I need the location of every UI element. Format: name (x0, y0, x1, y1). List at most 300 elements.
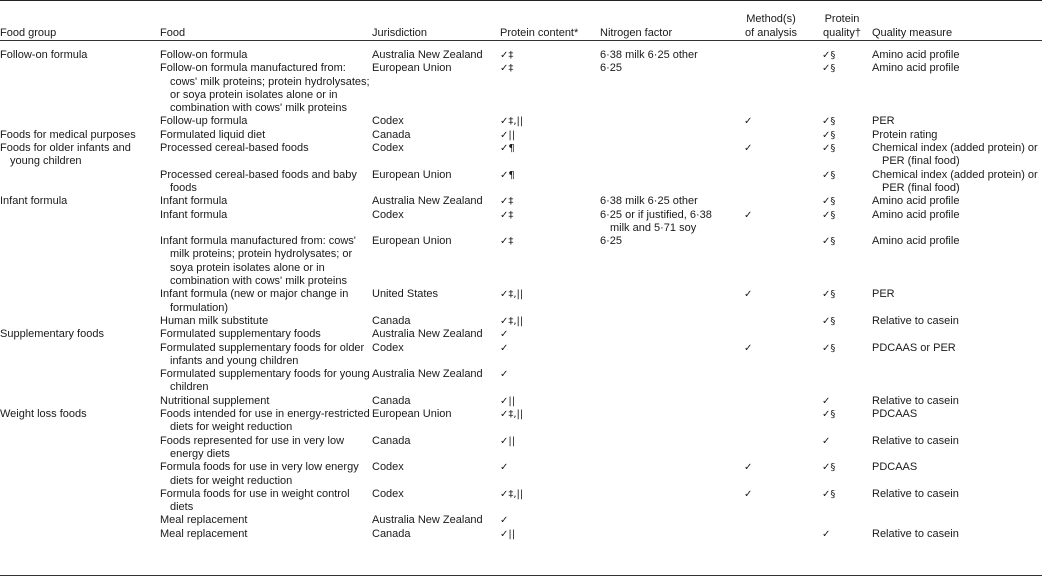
cell-jurisdiction-text: Canada (372, 394, 411, 407)
table-row (0, 209, 1042, 236)
table-row (0, 368, 1042, 395)
cell-food (160, 315, 372, 328)
header-row (0, 4, 1042, 43)
cell-protein-content-text: ✓¶ (500, 169, 515, 181)
cell-food-group (0, 528, 160, 541)
cell-food-text: Foods intended for use in energy-restricted diets for weight reduction (160, 408, 370, 434)
cell-method (730, 288, 812, 315)
cell-protein-content (500, 43, 600, 62)
cell-jurisdiction-text: Codex (372, 142, 404, 155)
cell-method-text (730, 236, 744, 247)
cell-food-group (0, 461, 160, 488)
cell-method (730, 408, 812, 435)
cell-nitrogen-factor (600, 43, 730, 62)
cell-protein-quality-text: ✓§ (822, 196, 836, 208)
cell-protein-quality (812, 288, 872, 315)
cell-jurisdiction (372, 342, 500, 369)
cell-quality-measure-text: Relative to casein (872, 394, 959, 407)
table-row (0, 115, 1042, 128)
cell-protein-quality-text: ✓§ (822, 63, 836, 75)
cell-method-text: ✓ (744, 116, 753, 128)
cell-food-text: Processed cereal-based foods (160, 142, 309, 155)
cell-jurisdiction-text: Australia New Zealand (372, 368, 483, 381)
cell-quality-measure-text: Relative to casein (872, 314, 959, 327)
cell-method (730, 488, 812, 515)
cell-protein-quality-text: ✓§ (822, 409, 836, 421)
cell-protein-quality (812, 435, 872, 462)
header-food: Food (160, 26, 186, 39)
cell-food-text: Formulated supplementary foods for young children (160, 368, 370, 394)
cell-jurisdiction-text: Codex (372, 461, 404, 474)
cell-jurisdiction-text: Codex (372, 115, 404, 128)
cell-protein-content-text: ✓ (500, 369, 509, 381)
cell-protein-quality-text: ✓§ (822, 129, 836, 141)
cell-quality-measure-text: Chemical index (added protein) or PER (final food) (872, 168, 1038, 194)
cell-jurisdiction (372, 461, 500, 488)
cell-food-group (0, 435, 160, 462)
cell-protein-quality (812, 315, 872, 328)
cell-jurisdiction (372, 142, 500, 169)
cell-method-text (730, 329, 744, 340)
cell-method (730, 528, 812, 541)
cell-food-group-text: Follow-on formula (0, 49, 88, 61)
cell-quality-measure (872, 169, 1042, 196)
cell-food-text: Follow-up formula (160, 115, 248, 128)
cell-quality-measure (872, 488, 1042, 515)
cell-protein-content (500, 408, 600, 435)
cell-method (730, 342, 812, 369)
table-row (0, 328, 1042, 341)
cell-jurisdiction (372, 328, 500, 341)
cell-food-text: Formulated supplementary foods for older infants and young children (160, 341, 365, 367)
cell-food (160, 169, 372, 196)
cell-protein-quality (812, 62, 872, 115)
cell-nitrogen-factor (600, 328, 730, 341)
cell-method (730, 209, 812, 236)
cell-protein-content-text: ✓ (500, 329, 509, 341)
cell-protein-quality-text: ✓§ (822, 236, 836, 248)
cell-food-text: Processed cereal-based foods and baby foods (160, 168, 357, 194)
cell-quality-measure-text: PER (872, 115, 895, 128)
cell-food (160, 368, 372, 395)
cell-protein-quality (812, 342, 872, 369)
cell-quality-measure (872, 115, 1042, 128)
cell-nitrogen-factor (600, 209, 730, 236)
cell-nitrogen-factor (600, 408, 730, 435)
cell-nitrogen-factor (600, 142, 730, 169)
header-method-line1: Method(s) (746, 13, 796, 26)
table-top-rule (0, 0, 1042, 1)
cell-nitrogen-factor (600, 169, 730, 196)
cell-food-group (0, 129, 160, 142)
cell-nitrogen-factor (600, 129, 730, 142)
cell-food-group (0, 43, 160, 62)
cell-protein-quality (812, 209, 872, 236)
cell-protein-quality (812, 328, 872, 341)
cell-food-group (0, 408, 160, 435)
cell-protein-quality-text: ✓§ (822, 289, 836, 301)
cell-quality-measure-text: Amino acid profile (872, 195, 960, 208)
table-row (0, 514, 1042, 527)
cell-method (730, 142, 812, 169)
cell-protein-quality-text: ✓§ (822, 209, 836, 221)
cell-protein-content (500, 169, 600, 196)
cell-quality-measure (872, 62, 1042, 115)
cell-food-text: Infant formula manufactured from: cows' milk proteins; protein hydrolysates; or soya protein isolates alone or in combination with cows' milk proteins (160, 235, 356, 288)
cell-method (730, 514, 812, 527)
cell-quality-measure (872, 528, 1042, 541)
cell-protein-quality (812, 528, 872, 541)
cell-protein-quality-text: ✓§ (822, 50, 836, 61)
cell-food-group (0, 368, 160, 395)
cell-jurisdiction-text: Codex (372, 208, 404, 221)
cell-food (160, 488, 372, 515)
cell-food-group (0, 169, 160, 196)
cell-nitrogen-factor (600, 62, 730, 115)
cell-food-group (0, 142, 160, 169)
cell-jurisdiction-text: Australia New Zealand (372, 328, 483, 341)
cell-protein-content-text: ✓‡,|| (500, 488, 524, 500)
cell-food-group-text: Weight loss foods (0, 408, 87, 421)
cell-food-text: Follow-on formula (160, 49, 248, 61)
table-row (0, 461, 1042, 488)
cell-protein-quality-text: ✓§ (822, 143, 836, 155)
cell-protein-quality-text: ✓ (822, 395, 831, 407)
cell-quality-measure-text: Amino acid profile (872, 235, 960, 248)
cell-food-group (0, 328, 160, 341)
cell-method-text (730, 196, 744, 207)
cell-method-text (730, 50, 744, 61)
cell-quality-measure (872, 195, 1042, 208)
cell-food-text: Infant formula (new or major change in formulation) (160, 288, 349, 314)
cell-food-text: Nutritional supplement (160, 394, 270, 407)
cell-protein-quality-text (812, 329, 822, 340)
cell-quality-measure-text: PDCAAS (872, 408, 918, 421)
cell-food-text: Formulated supplementary foods (160, 328, 321, 341)
cell-quality-measure (872, 408, 1042, 435)
cell-protein-content (500, 461, 600, 488)
cell-quality-measure (872, 129, 1042, 142)
header-jurisdiction: Jurisdiction (372, 26, 428, 39)
cell-jurisdiction-text: Australia New Zealand (372, 195, 483, 208)
cell-nitrogen-factor-text: 6·25 (600, 235, 623, 248)
cell-jurisdiction (372, 115, 500, 128)
cell-nitrogen-factor (600, 288, 730, 315)
cell-jurisdiction-text: European Union (372, 235, 452, 248)
cell-protein-quality-text: ✓§ (822, 342, 836, 354)
cell-method-text (730, 63, 744, 74)
cell-protein-quality (812, 461, 872, 488)
cell-food (160, 408, 372, 435)
cell-method-text (730, 396, 744, 407)
cell-nitrogen-factor-text: 6·25 or if justified, 6·38 milk and 5·71 soy (600, 208, 712, 234)
cell-protein-quality (812, 235, 872, 288)
cell-protein-content (500, 142, 600, 169)
cell-method-text (730, 436, 744, 447)
cell-quality-measure-text: PDCAAS or PER (872, 341, 956, 354)
cell-method-text: ✓ (744, 488, 753, 500)
cell-nitrogen-factor (600, 342, 730, 369)
cell-protein-content-text: ✓|| (500, 528, 516, 540)
header-nitrogen-factor: Nitrogen factor (600, 26, 673, 39)
cell-method (730, 195, 812, 208)
cell-food-text: Meal replacement (160, 527, 248, 540)
cell-protein-content (500, 328, 600, 341)
cell-food-group (0, 395, 160, 408)
cell-food (160, 195, 372, 208)
cell-food-text: Formulated liquid diet (160, 128, 266, 141)
cell-protein-content (500, 315, 600, 328)
cell-protein-content (500, 129, 600, 142)
cell-food (160, 461, 372, 488)
cell-food (160, 328, 372, 341)
cell-nitrogen-factor-text: 6·25 (600, 62, 623, 75)
cell-protein-quality (812, 195, 872, 208)
cell-protein-quality (812, 514, 872, 527)
cell-jurisdiction-text: Australia New Zealand (372, 514, 483, 527)
cell-food (160, 142, 372, 169)
cell-food-group (0, 288, 160, 315)
header-protein-quality (812, 4, 872, 43)
cell-protein-content-text: ✓|| (500, 395, 516, 407)
cell-food-text: Formula foods for use in very low energy diets for weight reduction (160, 461, 359, 487)
cell-protein-quality (812, 408, 872, 435)
cell-nitrogen-factor-text: 6·38 milk 6·25 other (600, 195, 698, 208)
table-row (0, 235, 1042, 288)
table-body (0, 43, 1042, 541)
cell-protein-quality (812, 488, 872, 515)
cell-food-group-text: Supplementary foods (0, 328, 104, 341)
cell-jurisdiction (372, 514, 500, 527)
cell-quality-measure (872, 328, 1042, 341)
cell-method-text (730, 409, 744, 420)
table-row (0, 142, 1042, 169)
cell-nitrogen-factor (600, 195, 730, 208)
cell-protein-content (500, 115, 600, 128)
table-row (0, 62, 1042, 115)
cell-jurisdiction-text: European Union (372, 408, 452, 421)
cell-jurisdiction-text: Canada (372, 527, 411, 540)
cell-food (160, 129, 372, 142)
cell-jurisdiction (372, 288, 500, 315)
cell-protein-content-text: ✓‡,|| (500, 289, 524, 301)
cell-method (730, 129, 812, 142)
cell-method-text: ✓ (744, 143, 753, 155)
cell-method (730, 395, 812, 408)
cell-quality-measure (872, 142, 1042, 169)
cell-food-text: Human milk substitute (160, 314, 269, 327)
cell-nitrogen-factor (600, 315, 730, 328)
table-row (0, 528, 1042, 541)
cell-method-text (730, 515, 744, 526)
cell-protein-quality-text: ✓§ (822, 315, 836, 327)
cell-method (730, 169, 812, 196)
cell-food (160, 62, 372, 115)
cell-food-text: Meal replacement (160, 514, 248, 527)
cell-protein-quality-text (812, 369, 822, 380)
cell-quality-measure-text: Amino acid profile (872, 208, 960, 221)
cell-food-text: Formula foods for use in weight control diets (160, 487, 350, 514)
cell-food-group-text: Foods for medical purposes (0, 128, 136, 141)
cell-quality-measure-text: Amino acid profile (872, 62, 960, 75)
cell-food-group-text: Infant formula (0, 195, 68, 208)
cell-nitrogen-factor (600, 115, 730, 128)
cell-protein-content-text: ✓|| (500, 435, 516, 447)
table-row (0, 488, 1042, 515)
cell-jurisdiction (372, 528, 500, 541)
header-method (730, 4, 812, 43)
cell-protein-content-text: ✓|| (500, 129, 516, 141)
cell-jurisdiction-text: Canada (372, 434, 411, 447)
cell-food-group (0, 115, 160, 128)
cell-protein-content (500, 288, 600, 315)
cell-method-text (730, 369, 744, 380)
cell-nitrogen-factor (600, 235, 730, 288)
cell-nitrogen-factor (600, 488, 730, 515)
cell-food (160, 435, 372, 462)
cell-protein-quality-text (812, 515, 822, 526)
cell-protein-content (500, 209, 600, 236)
cell-food-group (0, 62, 160, 115)
cell-protein-content (500, 62, 600, 115)
cell-quality-measure-text: PER (872, 288, 895, 301)
cell-quality-measure-text: Amino acid profile (872, 49, 960, 61)
cell-food-group (0, 514, 160, 527)
cell-quality-measure (872, 235, 1042, 288)
cell-protein-content (500, 435, 600, 462)
cell-protein-content (500, 514, 600, 527)
cell-method (730, 328, 812, 341)
cell-protein-quality (812, 169, 872, 196)
cell-protein-content-text: ✓‡ (500, 63, 514, 75)
cell-protein-quality-text: ✓§ (822, 462, 836, 474)
cell-protein-content-text: ✓ (500, 515, 509, 527)
cell-food-group (0, 195, 160, 208)
cell-protein-content-text: ✓‡,|| (500, 315, 524, 327)
cell-jurisdiction (372, 315, 500, 328)
cell-jurisdiction (372, 43, 500, 62)
cell-jurisdiction-text: Canada (372, 128, 411, 141)
cell-protein-content-text: ✓ (500, 342, 509, 354)
cell-protein-quality-text: ✓ (822, 435, 831, 447)
cell-protein-quality (812, 129, 872, 142)
cell-jurisdiction (372, 129, 500, 142)
cell-quality-measure-text: PDCAAS (872, 461, 918, 474)
cell-food (160, 395, 372, 408)
cell-food-text: Follow-on formula manufactured from: cows' milk proteins; protein hydrolysates; or soya protein isolates alone or in combination with cows' milk proteins (160, 62, 370, 115)
cell-quality-measure (872, 395, 1042, 408)
table-row (0, 408, 1042, 435)
cell-protein-quality-text: ✓§ (822, 169, 836, 181)
cell-protein-quality (812, 142, 872, 169)
table-row (0, 342, 1042, 369)
cell-jurisdiction (372, 368, 500, 395)
header-protein-content: Protein content* (500, 26, 579, 39)
cell-quality-measure-text: Chemical index (added protein) or PER (final food) (872, 142, 1038, 168)
cell-jurisdiction (372, 169, 500, 196)
cell-food-text: Infant formula (160, 208, 228, 221)
cell-protein-content-text: ✓¶ (500, 143, 515, 155)
cell-protein-content (500, 528, 600, 541)
cell-method-text (730, 316, 744, 327)
cell-protein-quality (812, 368, 872, 395)
table-row (0, 435, 1042, 462)
cell-protein-content-text: ✓‡ (500, 209, 514, 221)
cell-method (730, 235, 812, 288)
cell-jurisdiction-text: United States (372, 288, 439, 301)
header-quality-line2: quality† (823, 26, 861, 39)
cell-nitrogen-factor (600, 395, 730, 408)
cell-food-group (0, 235, 160, 288)
cell-jurisdiction-text: European Union (372, 168, 452, 181)
cell-method-text: ✓ (744, 342, 753, 354)
cell-food (160, 342, 372, 369)
cell-protein-quality-text: ✓§ (822, 116, 836, 128)
cell-food (160, 235, 372, 288)
header-method-line2: of analysis (745, 26, 797, 39)
table-row (0, 169, 1042, 196)
header-quality-line1: Protein (824, 13, 860, 26)
cell-method-text: ✓ (744, 462, 753, 474)
cell-protein-content (500, 395, 600, 408)
cell-food (160, 528, 372, 541)
cell-method-text (730, 130, 744, 141)
table-row (0, 315, 1042, 328)
protein-requirements-table (0, 4, 1042, 541)
cell-quality-measure (872, 288, 1042, 315)
cell-method (730, 435, 812, 462)
cell-method-text (730, 170, 744, 181)
header-food-group: Food group (0, 26, 57, 39)
cell-nitrogen-factor (600, 435, 730, 462)
cell-jurisdiction (372, 488, 500, 515)
cell-jurisdiction-text: Canada (372, 314, 411, 327)
cell-jurisdiction (372, 62, 500, 115)
cell-quality-measure (872, 435, 1042, 462)
cell-jurisdiction-text: Australia New Zealand (372, 49, 483, 61)
cell-quality-measure-text: Relative to casein (872, 434, 959, 447)
cell-protein-content-text: ✓ (500, 462, 509, 474)
cell-quality-measure (872, 43, 1042, 62)
cell-nitrogen-factor (600, 368, 730, 395)
cell-method (730, 368, 812, 395)
cell-food (160, 209, 372, 236)
cell-protein-quality-text: ✓§ (822, 488, 836, 500)
cell-jurisdiction (372, 395, 500, 408)
cell-jurisdiction (372, 408, 500, 435)
cell-quality-measure-text: Relative to casein (872, 487, 959, 500)
table-row (0, 288, 1042, 315)
cell-food-group (0, 488, 160, 515)
cell-jurisdiction (372, 435, 500, 462)
cell-method (730, 115, 812, 128)
cell-protein-quality-text: ✓ (822, 528, 831, 540)
cell-protein-content (500, 342, 600, 369)
table-row (0, 395, 1042, 408)
cell-food-text: Infant formula (160, 195, 228, 208)
cell-protein-content (500, 195, 600, 208)
cell-method (730, 62, 812, 115)
cell-jurisdiction (372, 195, 500, 208)
cell-food-text: Foods represented for use in very low energy diets (160, 434, 345, 460)
cell-jurisdiction-text: European Union (372, 62, 452, 75)
cell-quality-measure (872, 368, 1042, 395)
cell-method-text (730, 529, 744, 540)
cell-food-group (0, 209, 160, 236)
cell-method-text: ✓ (744, 289, 753, 301)
cell-quality-measure-text: Protein rating (872, 128, 938, 141)
cell-jurisdiction-text: Codex (372, 341, 404, 354)
